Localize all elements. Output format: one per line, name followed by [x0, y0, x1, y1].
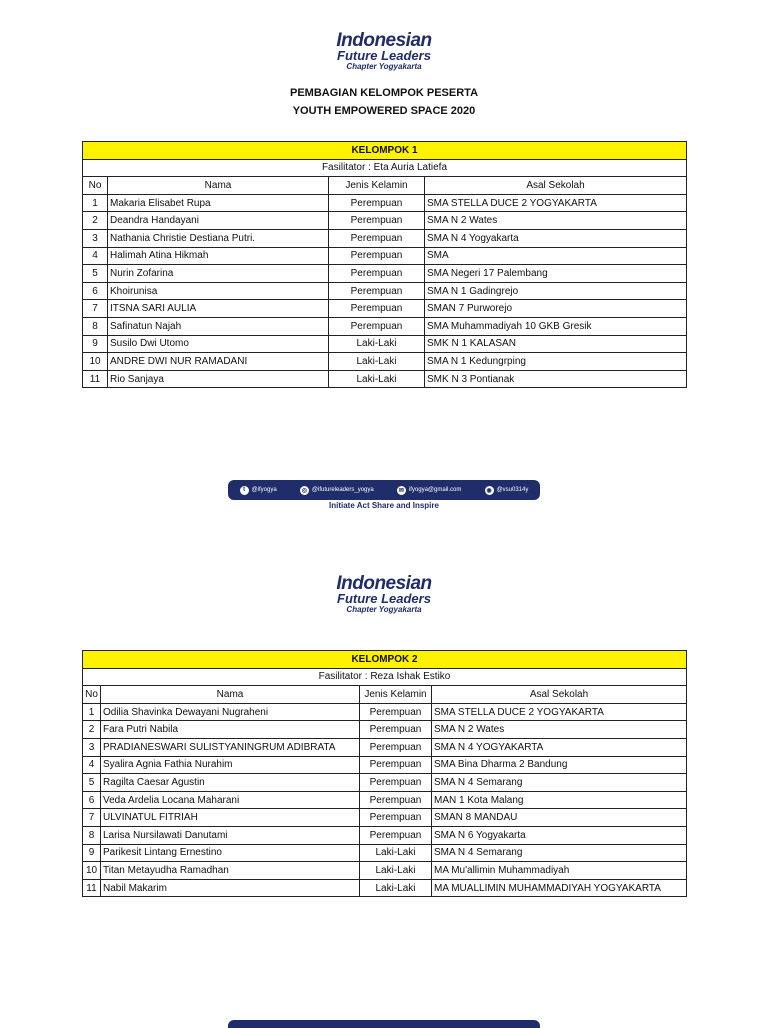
- document-title-2: YOUTH EMPOWERED SPACE 2020: [292, 105, 476, 117]
- row-gender: Perempuan: [329, 194, 425, 212]
- row-name: Veda Ardelia Locana Maharani: [101, 791, 360, 809]
- row-school: SMA Bina Dharma 2 Bandung: [432, 756, 687, 774]
- row-name: Nabil Makarim: [101, 879, 360, 897]
- row-number: 1: [83, 703, 101, 721]
- row-number: 3: [83, 229, 108, 247]
- row-gender: Laki-Laki: [329, 335, 425, 353]
- document-title-1: PEMBAGIAN KELOMPOK PESERTA: [289, 87, 479, 99]
- row-school: SMAN 7 Purworejo: [425, 300, 687, 318]
- row-name: Nathania Christie Destiana Putri.: [108, 229, 329, 247]
- row-name: Nurin Zofarina: [108, 265, 329, 283]
- row-name: Titan Metayudha Ramadhan: [101, 862, 360, 880]
- logo-top: [0, 32, 768, 72]
- row-gender: Perempuan: [360, 826, 432, 844]
- table-row: [83, 738, 687, 756]
- table-row: [83, 300, 687, 318]
- row-number: 4: [83, 247, 108, 265]
- row-gender: Perempuan: [360, 738, 432, 756]
- row-number: 10: [83, 353, 108, 371]
- row-name: Khoirunisa: [108, 282, 329, 300]
- row-school: MA MUALLIMIN MUHAMMADIYAH YOGYAKARTA: [432, 879, 687, 897]
- facilitator-label: Fasilitator : Eta Auria Latiefa: [83, 159, 687, 177]
- row-number: 3: [83, 738, 101, 756]
- col-nama-header: Nama: [108, 177, 329, 195]
- row-name: Deandra Handayani: [108, 212, 329, 230]
- table-row: [83, 826, 687, 844]
- table-row: [83, 229, 687, 247]
- table-row: [83, 282, 687, 300]
- email-icon: ✉: [398, 487, 404, 494]
- row-name: Makaria Elisabet Rupa: [108, 194, 329, 212]
- row-name: Rio Sanjaya: [108, 370, 329, 388]
- row-name: ITSNA SARI AULIA: [108, 300, 329, 318]
- row-school: SMA N 2 Wates: [425, 212, 687, 230]
- table-row: [83, 317, 687, 335]
- row-school: SMA STELLA DUCE 2 YOGYAKARTA: [432, 703, 687, 721]
- table-row: [83, 247, 687, 265]
- row-name: Safinatun Najah: [108, 317, 329, 335]
- row-name: Larisa Nursilawati Danutami: [101, 826, 360, 844]
- row-number: 6: [83, 282, 108, 300]
- row-gender: Laki-Laki: [329, 370, 425, 388]
- row-school: SMA N 1 Kedungrping: [425, 353, 687, 371]
- group-header: KELOMPOK 2: [83, 651, 687, 669]
- table-row: [83, 335, 687, 353]
- row-number: 5: [83, 265, 108, 283]
- table-row: [83, 721, 687, 739]
- row-gender: Perempuan: [360, 774, 432, 792]
- col-no-header: No: [83, 686, 101, 704]
- tagline: Initiate Act Share and Inspire: [329, 501, 439, 510]
- table-row: [83, 774, 687, 792]
- row-school: SMA Negeri 17 Palembang: [425, 265, 687, 283]
- row-number: 7: [83, 809, 101, 827]
- row-school: SMAN 8 MANDAU: [432, 809, 687, 827]
- row-school: SMA N 4 Semarang: [432, 774, 687, 792]
- row-school: MAN 1 Kota Malang: [432, 791, 687, 809]
- instagram-icon: ◎: [301, 487, 308, 494]
- table-row: [83, 353, 687, 371]
- table-row: [83, 809, 687, 827]
- row-name: ANDRE DWI NUR RAMADANI: [108, 353, 329, 371]
- row-name: Halimah Atina Hikmah: [108, 247, 329, 265]
- row-gender: Perempuan: [360, 756, 432, 774]
- twitter-handle: @ifyogya: [251, 487, 277, 493]
- table-row: [83, 703, 687, 721]
- row-number: 11: [83, 879, 101, 897]
- col-asal-header: Asal Sekolah: [425, 177, 687, 195]
- row-school: SMK N 1 KALASAN: [425, 335, 687, 353]
- row-number: 9: [83, 844, 101, 862]
- logo-text-3: Chapter Yogyakarta: [346, 605, 422, 614]
- twitter-icon: t: [240, 486, 249, 495]
- row-gender: Laki-Laki: [360, 862, 432, 880]
- row-name: Syalira Agnia Fathia Nurahim: [101, 756, 360, 774]
- row-school: SMA N 2 Wates: [432, 721, 687, 739]
- row-number: 11: [83, 370, 108, 388]
- logo-text-3: Chapter Yogyakarta: [346, 62, 422, 71]
- email-address: ifyogya@gmail.com: [408, 487, 462, 493]
- row-gender: Perempuan: [360, 809, 432, 827]
- logo-text-1: Indonesian: [336, 30, 432, 51]
- col-no-header: No: [83, 177, 108, 195]
- row-number: 6: [83, 791, 101, 809]
- col-jenis-header: Jenis Kelamin: [329, 177, 425, 195]
- row-gender: Perempuan: [329, 212, 425, 230]
- table-row: [83, 791, 687, 809]
- logo-text-2: Future Leaders: [337, 591, 431, 606]
- row-gender: Laki-Laki: [360, 879, 432, 897]
- row-gender: Laki-Laki: [360, 844, 432, 862]
- row-gender: Laki-Laki: [329, 353, 425, 371]
- social-footer-2: [228, 1020, 540, 1028]
- line-icon: ◉: [486, 487, 492, 494]
- logo-middle: [0, 575, 768, 615]
- row-number: 4: [83, 756, 101, 774]
- row-number: 1: [83, 194, 108, 212]
- table-row: [83, 879, 687, 897]
- row-name: Fara Putri Nabila: [101, 721, 360, 739]
- row-school: SMA: [425, 247, 687, 265]
- group-1-table: [82, 141, 687, 388]
- row-name: Susilo Dwi Utomo: [108, 335, 329, 353]
- social-footer-1: [228, 480, 540, 500]
- row-gender: Perempuan: [329, 229, 425, 247]
- row-name: Parikesit Lintang Ernestino: [101, 844, 360, 862]
- row-name: Odilia Shavinka Dewayani Nugraheni: [101, 703, 360, 721]
- row-gender: Perempuan: [329, 282, 425, 300]
- row-school: SMA N 1 Gadingrejo: [425, 282, 687, 300]
- row-school: MA Mu'allimin Muhammadiyah: [432, 862, 687, 880]
- row-school: SMA Muhammadiyah 10 GKB Gresik: [425, 317, 687, 335]
- row-number: 2: [83, 212, 108, 230]
- row-number: 5: [83, 774, 101, 792]
- row-number: 9: [83, 335, 108, 353]
- table-row: [83, 370, 687, 388]
- facilitator-label: Fasilitator : Reza Ishak Estiko: [83, 668, 687, 686]
- group-header: KELOMPOK 1: [83, 142, 687, 160]
- col-nama-header: Nama: [101, 686, 360, 704]
- col-asal-header: Asal Sekolah: [432, 686, 687, 704]
- col-jenis-header: Jenis Kelamin: [360, 686, 432, 704]
- row-number: 7: [83, 300, 108, 318]
- row-school: SMA N 4 YOGYAKARTA: [432, 738, 687, 756]
- row-number: 2: [83, 721, 101, 739]
- table-row: [83, 265, 687, 283]
- table-row: [83, 212, 687, 230]
- logo-text-1: Indonesian: [336, 573, 432, 594]
- row-name: PRADIANESWARI SULISTYANINGRUM ADIBRATA: [101, 738, 360, 756]
- row-gender: Perempuan: [329, 300, 425, 318]
- row-number: 8: [83, 826, 101, 844]
- row-number: 8: [83, 317, 108, 335]
- table-row: [83, 844, 687, 862]
- row-gender: Perempuan: [329, 317, 425, 335]
- row-name: ULVINATUL FITRIAH: [101, 809, 360, 827]
- row-gender: Perempuan: [360, 791, 432, 809]
- row-school: SMA N 4 Semarang: [432, 844, 687, 862]
- row-gender: Perempuan: [360, 703, 432, 721]
- row-school: SMA STELLA DUCE 2 YOGYAKARTA: [425, 194, 687, 212]
- row-gender: Perempuan: [329, 265, 425, 283]
- row-school: SMA N 6 Yogyakarta: [432, 826, 687, 844]
- line-handle: @vsu0314y: [496, 487, 529, 493]
- row-gender: Perempuan: [360, 721, 432, 739]
- row-school: SMA N 4 Yogyakarta: [425, 229, 687, 247]
- logo-text-2: Future Leaders: [337, 48, 431, 63]
- row-name: Ragilta Caesar Agustin: [101, 774, 360, 792]
- table-row: [83, 194, 687, 212]
- row-gender: Perempuan: [329, 247, 425, 265]
- table-row: [83, 862, 687, 880]
- table-row: [83, 756, 687, 774]
- instagram-handle: @ifutureleaders_yogya: [311, 487, 374, 493]
- row-school: SMK N 3 Pontianak: [425, 370, 687, 388]
- row-number: 10: [83, 862, 101, 880]
- group-2-table: [82, 650, 687, 897]
